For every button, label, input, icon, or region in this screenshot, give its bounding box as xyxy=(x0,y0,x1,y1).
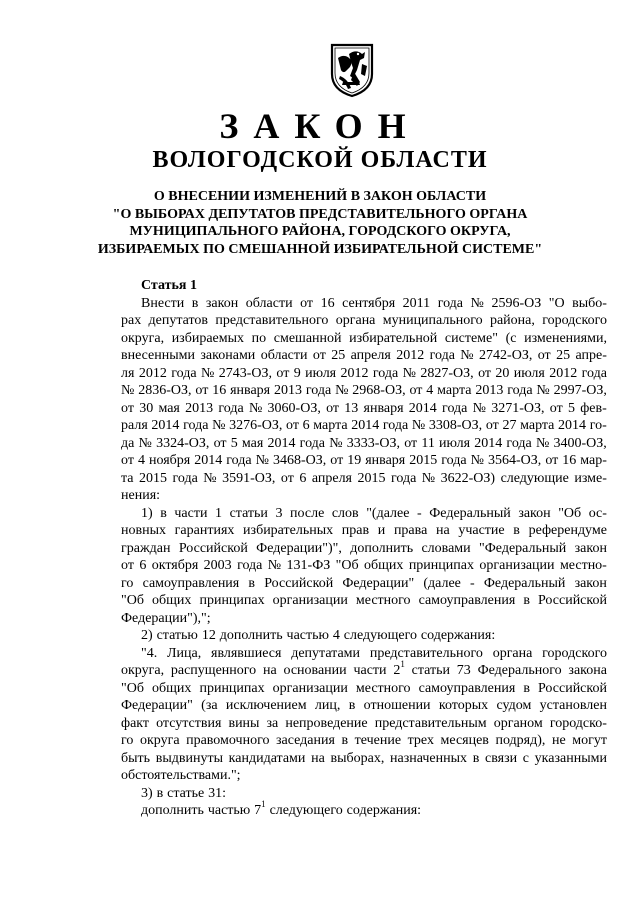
text-line: граждан Российской Федерации")", дополнить словами "Федеральный закон xyxy=(121,540,607,556)
text-line: Федерации"),"; xyxy=(121,610,211,626)
text-line: ля 2012 года № 2743-ОЗ, от 9 июля 2012 года № 2827-ОЗ, от 20 июля 2012 года xyxy=(121,365,607,381)
text-line: та 2015 года № 3591-ОЗ, от 6 апреля 2015 года № 3622-ОЗ) следующие изме- xyxy=(121,470,607,486)
subtitle-line: "О ВЫБОРАХ ДЕПУТАТОВ ПРЕДСТАВИТЕЛЬНОГО ОРГАНА xyxy=(112,206,528,222)
coat-of-arms-icon xyxy=(329,42,375,98)
subtitle-line: МУНИЦИПАЛЬНОГО РАЙОНА, ГОРОДСКОГО ОКРУГА, xyxy=(129,224,511,239)
text-line: го самоуправления в Российской Федерации" (далее - Федеральный закон xyxy=(121,575,607,591)
text-line: го округа правомочного заседания в течение трех месяцев подряд), не могут xyxy=(121,733,607,748)
subtitle-line: О ВНЕСЕНИИ ИЗМЕНЕНИЙ В ЗАКОН ОБЛАСТИ xyxy=(153,189,487,204)
text-line: округа, избираемых по смешанной избирательной системе" (с изменениями, xyxy=(121,330,607,346)
text-line: "Об общих принципах организации местного самоуправления в Российской xyxy=(121,680,607,696)
superscript: 1 xyxy=(261,799,266,810)
article-heading: Статья 1 xyxy=(141,278,197,293)
text-line: новных гарантиях избирательных прав и права на участие в референдуме xyxy=(121,523,607,538)
text-line: да № 3324-ОЗ, от 5 мая 2014 года № 3333-ОЗ, от 11 июля 2014 года № 3400-ОЗ, xyxy=(121,435,607,451)
text-line: "4. Лица, являвшиеся депутатами представительного органа городского xyxy=(141,645,607,661)
text-line: 2) статью 12 дополнить частью 4 следующего содержания: xyxy=(141,628,496,643)
text-line: от 6 октября 2003 года № 131-ФЗ "Об общих принципах организации местно- xyxy=(121,558,607,573)
text-line: № 2836-ОЗ, от 16 января 2013 года № 2968-ОЗ, от 4 марта 2013 года № 2997-ОЗ, xyxy=(121,383,607,398)
superscript: 1 xyxy=(400,659,405,670)
text-line: нения: xyxy=(121,488,161,503)
text-line: от 30 мая 2013 года № 3060-ОЗ, от 13 января 2014 года № 3271-ОЗ, от 5 фев- xyxy=(121,400,607,416)
text-line: внесенными законами области от 25 апреля 2012 года № 2742-ОЗ, от 25 апре- xyxy=(121,348,607,363)
region-title: ВОЛОГОДСКОЙ ОБЛАСТИ xyxy=(152,147,488,173)
text-line: "Об общих принципах организации местного самоуправления в Российской xyxy=(121,593,607,608)
law-subtitle xyxy=(0,188,640,258)
text-line: 1) в части 1 статьи 3 после слов "(далее - Федеральный закон "Об ос- xyxy=(141,505,607,521)
article-body xyxy=(121,277,607,820)
text-line: от 4 ноября 2014 года № 3468-ОЗ, от 19 января 2015 года № 3564-ОЗ, от 16 мар- xyxy=(121,453,607,468)
document-type-title: ЗАКОН xyxy=(219,106,421,146)
subtitle-line: ИЗБИРАЕМЫХ ПО СМЕШАННОЙ ИЗБИРАТЕЛЬНОЙ СИСТЕМЕ" xyxy=(97,241,543,257)
article-text xyxy=(121,295,607,820)
text-line: раля 2014 года № 3276-ОЗ, от 6 марта 2014 года № 3308-ОЗ, от 27 марта 2014 го- xyxy=(121,418,607,433)
text-line: обстоятельствами."; xyxy=(121,768,241,783)
text-line: дополнить частью $7^1$ следующего содержания: xyxy=(141,799,422,818)
text-line: факт отсутствия вины за непроведение представительным органом городско- xyxy=(121,715,607,731)
text-line: округа, распущенного на основании части $2^1$ статьи 73 Федерального закона xyxy=(121,659,607,678)
text-line: 3) в статье 31: xyxy=(141,785,226,801)
text-line: Федерации" (за исключением лиц, в отношении которых судом установлен xyxy=(121,698,607,713)
text-line: быть выдвинуты кандидатами на выборах, назначенных в связи с указанными xyxy=(121,750,607,766)
text-line: рах депутатов представительного органа муниципального района, городского xyxy=(121,313,607,328)
text-line: Внести в закон области от 16 сентября 2011 года № 2596-ОЗ "О выбо- xyxy=(141,295,607,311)
